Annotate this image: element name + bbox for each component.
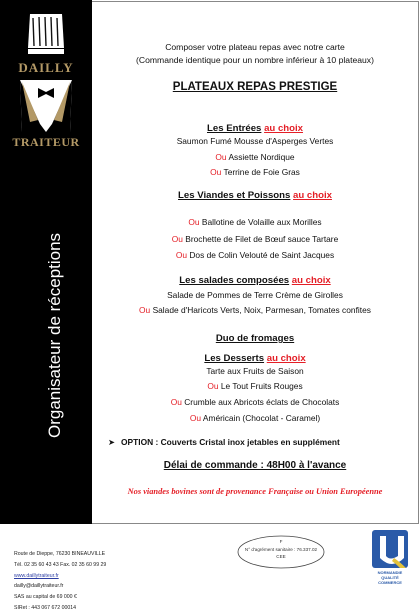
or-label: Ou bbox=[210, 167, 222, 177]
footer-siret: SIRet : 443 067 672 00014 bbox=[14, 604, 77, 611]
brand-sidebar bbox=[0, 0, 92, 524]
menu-item-name: Tarte aux Fruits de Saison bbox=[206, 366, 304, 376]
menu-item bbox=[92, 136, 418, 146]
menu-item-name: Crumble aux Abricots éclats de Chocolats bbox=[184, 397, 340, 407]
menu-item-name: Ballotine de Volaille aux Morilles bbox=[201, 217, 322, 227]
section-heading-desserts bbox=[92, 353, 418, 364]
quality-line-1: NORMANDIE bbox=[377, 570, 403, 575]
intro-line-2: (Commande identique pour un nombre inférieur à 10 plateaux) bbox=[136, 55, 374, 65]
quality-line-2: QUALITÉ bbox=[381, 575, 399, 580]
order-delay: Délai de commande : 48H00 à l'avance bbox=[163, 460, 347, 471]
footer-address: Route de Dieppe, 76230 BINEAUVILLE bbox=[14, 551, 106, 557]
menu-item bbox=[92, 290, 418, 300]
menu-item-name: Saumon Fumé Mousse d'Asperges Vertes bbox=[176, 136, 334, 146]
or-label: Ou bbox=[175, 250, 188, 260]
menu-item bbox=[92, 305, 418, 315]
quality-line-3: COMMERCE bbox=[378, 580, 402, 585]
section-heading-entrees bbox=[92, 123, 418, 134]
or-label: Ou bbox=[171, 234, 183, 244]
section-heading-text: Les salades composées bbox=[179, 275, 290, 286]
option-line bbox=[108, 437, 340, 447]
au-choix-label: au choix bbox=[293, 190, 332, 201]
brand-name-top: DAILLY bbox=[18, 60, 74, 75]
or-label: Ou bbox=[207, 381, 219, 391]
sanitary-approval-text bbox=[238, 538, 324, 568]
email-address[interactable]: dailly@daillytraiteur.fr bbox=[14, 583, 64, 590]
section-heading-text: Duo de fromages bbox=[215, 333, 295, 344]
menu-item-name: Le Tout Fruits Rouges bbox=[220, 381, 303, 391]
section-heading-text: Les Desserts bbox=[204, 353, 265, 364]
frame-border-bottom bbox=[92, 523, 419, 524]
option-text: Couverts Cristal inox jetables en supplément bbox=[160, 437, 340, 447]
menu-item bbox=[92, 217, 418, 227]
menu-item bbox=[92, 152, 418, 162]
menu-item bbox=[92, 366, 418, 376]
menu-item-name: Salade d'Haricots Verts, Noix, Parmesan, Tomates confites bbox=[152, 305, 371, 315]
or-label: Ou bbox=[170, 397, 182, 407]
section-heading-text: Les Entrées bbox=[207, 123, 262, 134]
stamp-cee: CEE bbox=[276, 554, 286, 559]
menu-item bbox=[92, 381, 418, 391]
or-label: Ou bbox=[139, 305, 151, 315]
menu-item bbox=[92, 413, 418, 423]
menu-item-name: Brochette de Filet de Bœuf sauce Tartare bbox=[185, 234, 339, 244]
menu-item-name: Terrine de Foie Gras bbox=[223, 167, 300, 177]
menu-item bbox=[92, 397, 418, 407]
menu-item bbox=[92, 234, 418, 244]
meat-origin-note: Nos viandes bovines sont de provenance Française ou Union Européenne bbox=[127, 487, 383, 496]
contact-footer bbox=[14, 549, 106, 614]
quality-label bbox=[362, 570, 418, 585]
menu-item bbox=[92, 250, 418, 260]
au-choix-label: au choix bbox=[266, 353, 306, 364]
menu-item-name: Américain (Chocolat - Caramel) bbox=[202, 413, 321, 423]
or-label: Ou bbox=[189, 413, 201, 423]
bullet-arrow-icon: ➤ bbox=[108, 437, 116, 447]
menu-item-name: Assiette Nordique bbox=[228, 152, 295, 162]
stamp-country: F bbox=[279, 539, 283, 544]
section-heading-viandes bbox=[92, 190, 418, 201]
section-heading-salades bbox=[92, 275, 418, 286]
brand-tagline: Organisateur de réceptions bbox=[45, 232, 64, 438]
stamp-approval-number: N° d'agrément sanitaire : 76.337.02 bbox=[244, 546, 318, 552]
footer-phone: Tél. 02 35 60 43 43 Fax. 02 35 60 99 29 bbox=[14, 561, 107, 568]
footer-capital: SAS au capital de 69 000 € bbox=[14, 594, 77, 601]
menu-title: PLATEAUX REPAS PRESTIGE bbox=[172, 81, 338, 93]
menu-item-name: Salade de Pommes de Terre Crème de Girolles bbox=[167, 290, 343, 300]
or-label: Ou bbox=[188, 217, 200, 227]
au-choix-label: au choix bbox=[264, 123, 303, 134]
section-heading-text: Les Viandes et Poissons bbox=[178, 190, 291, 201]
brand-name-bottom: TRAITEUR bbox=[12, 135, 80, 149]
au-choix-label: au choix bbox=[291, 275, 331, 286]
chef-tuxedo-logo bbox=[0, 6, 92, 156]
section-heading-fromages bbox=[92, 333, 418, 344]
menu-item-name: Dos de Colin Velouté de Saint Jacques bbox=[189, 250, 335, 260]
frame-border-top bbox=[92, 1, 418, 2]
or-label: Ou bbox=[215, 152, 227, 162]
intro-line-1: Composer votre plateau repas avec notre carte bbox=[165, 42, 345, 52]
frame-border-right bbox=[418, 1, 419, 523]
website-link[interactable]: www.daillytraiteur.fr bbox=[14, 572, 59, 579]
option-label: OPTION : bbox=[121, 437, 159, 447]
menu-item bbox=[92, 167, 418, 177]
